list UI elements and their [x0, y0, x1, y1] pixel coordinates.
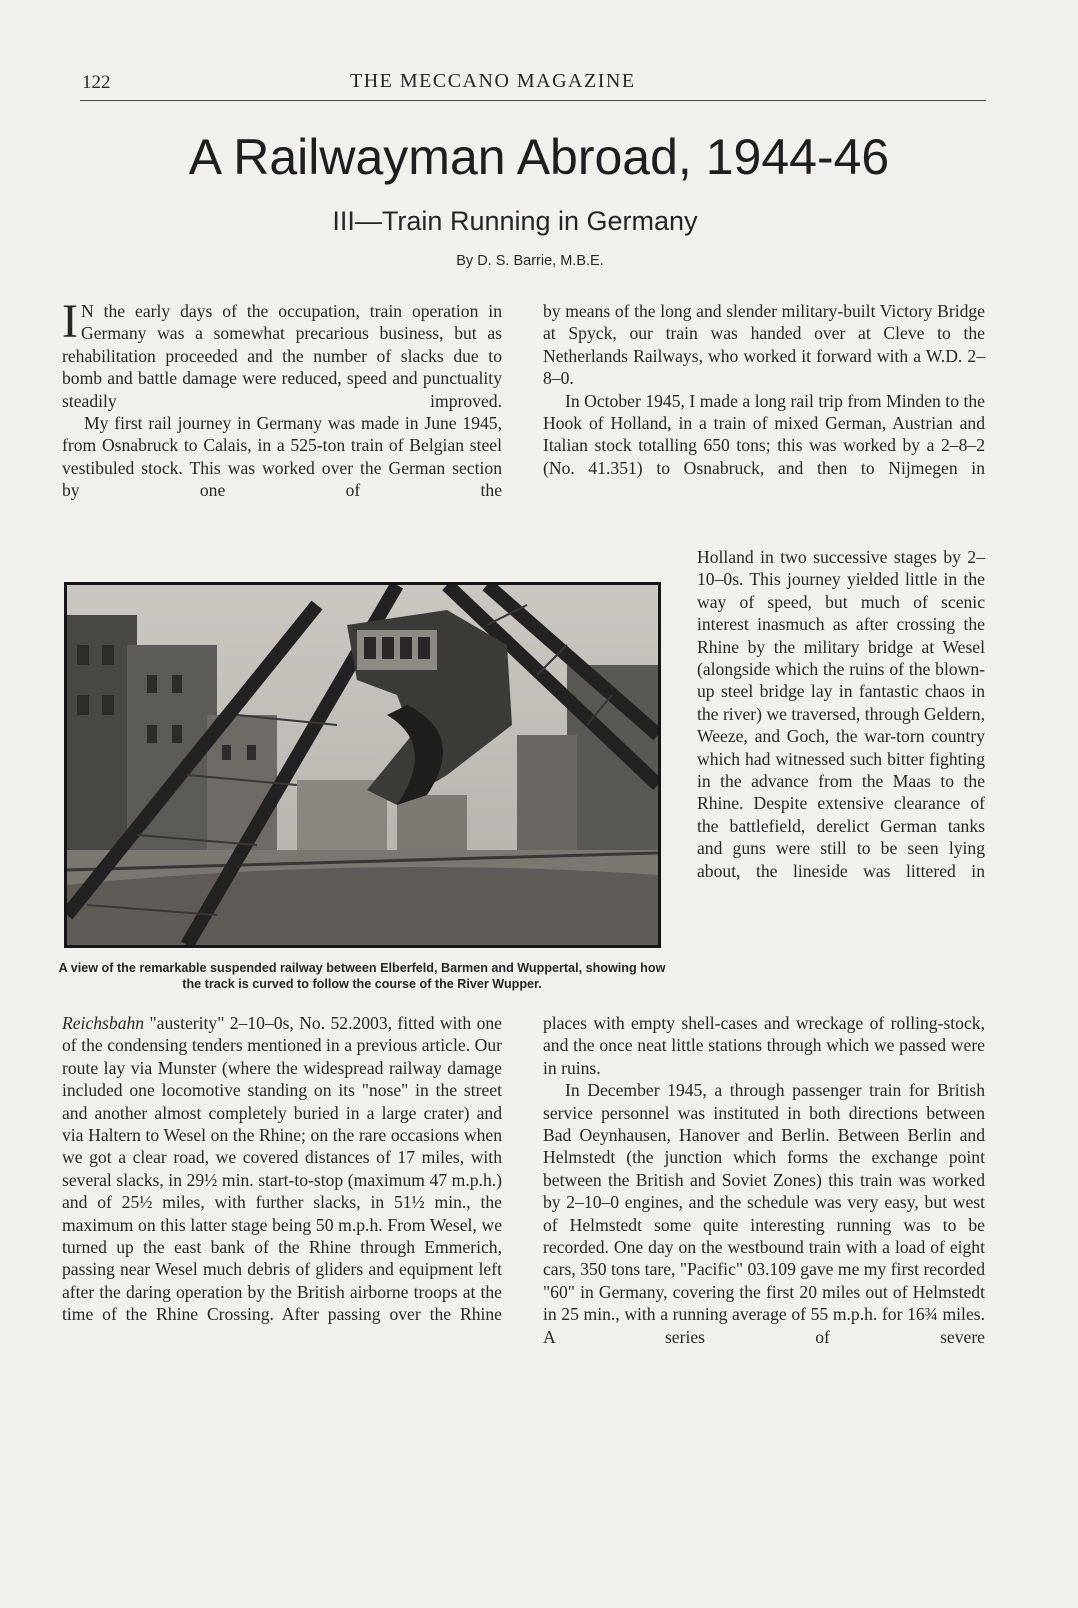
paragraph-shell-cases: places with empty shell-cases and wreckage of rolling-stock, and the once neat little stations through which we passed were in ruins.: [543, 1013, 985, 1078]
paragraph-victory-bridge: by means of the long and slender military-built Victory Bridge at Spyck, our train was handed over at Cleve to the Netherlands Railways, who worked it forward with a W.D. 2–8–0.: [543, 301, 985, 389]
column-2-narrow: [697, 546, 985, 882]
photo-suspended-railway: [64, 582, 661, 948]
page-number: 122: [82, 72, 111, 93]
italic-reichsbahn: Reichsbahn: [62, 1013, 145, 1033]
article-title: A Railwayman Abroad, 1944-46: [188, 129, 890, 185]
paragraph-october-trip: In October 1945, I made a long rail trip from Minden to the Hook of Holland, in a train of mixed German, Austrian and Italian stock totalling 650 tons; this was worked by a 2–8–2 (No. 41.351) to Osnabruck, and then to Nijmegen in: [543, 390, 985, 478]
paragraph-reichsbahn-text: "austerity" 2–10–0s, No. 52.2003, fitted with one of the condensing tenders mentioned in a previous article. Our route lay via Munster (where the widespread railway damage included one locomotive standing on its "nose" in the street and another almost completely buried in a large crater) and via Haltern to Wesel on the Rhine; on the rare occasions when we got a clear road, we covered distances of 17 miles, with several slacks, in 29½ min. start-to-stop (maximum 47 m.p.h.) and of 25½ miles, with further slacks, in 51½ min., the maximum on this latter stage being 50 m.p.h. From Wesel, we turned up the east bank of the Rhine through Emmerich, passing near Wesel much debris of gliders and equipment left after the daring operation by the British airborne troops at the time of the Rhine Crossing. After passing over the Rhine: [62, 1013, 502, 1325]
column-1-top: [62, 295, 502, 502]
paragraph-first-journey: My first rail journey in Germany was made in June 1945, from Osnabruck to Calais, in a 525-ton train of Belgian steel vestibuled stock. This was worked over the German section by one of the: [62, 413, 502, 501]
byline: By D. S. Barrie, M.B.E.: [456, 253, 604, 269]
paragraph-narrow: Holland in two successive stages by 2–10–0s. This journey yielded little in the way of speed, but much of scenic interest inasmuch as after crossing the Rhine by the military bridge at Wesel (alongside which the ruins of the blown-up steel bridge lay in fantastic chaos in the river) we traversed, through Geldern, Weeze, and Goch, the war-torn country which had witnessed such bitter fighting in the advance from the Maas to the Rhine. Despite extensive clearance of the battlefield, derelict German tanks and guns were still to be seen lying about, the lineside was littered in: [697, 547, 985, 881]
photo-caption: A view of the remarkable suspended railway between Elberfeld, Barmen and Wuppertal, showing how the track is curved to follow the course of the River Wupper.: [58, 961, 666, 991]
drop-cap: I: [62, 295, 78, 348]
article-subtitle: III—Train Running in Germany: [332, 206, 698, 236]
paragraph-opening: [62, 295, 502, 412]
header-rule: [80, 100, 986, 101]
photo-illustration: [67, 585, 658, 945]
paragraph-reichsbahn: [62, 1012, 502, 1326]
column-1-bottom: [62, 1012, 502, 1326]
magazine-title: THE MECCANO MAGAZINE: [350, 70, 636, 92]
column-2-bottom: [543, 1012, 985, 1348]
paragraph-december-train: In December 1945, a through passenger train for British service personnel was instituted in both directions between Bad Oeynhausen, Hanover and Berlin. Between Berlin and Helmstedt (the junction which forms the exchange point between the British and Soviet Zones) this train was worked by 2–10–0 engines, and the schedule was very easy, but west of Helmstedt some quite interesting running was to be recorded. One day on the westbound train with a load of eight cars, 350 tons tare, "Pacific" 03.109 gave me my first recorded "60" in Germany, covering the first 20 miles out of Helmstedt in 25 min., with a running average of 55 m.p.h. for 16¾ miles. A series of severe: [543, 1080, 985, 1347]
paragraph-opening-text: N the early days of the occupation, train operation in Germany was a somewhat precarious business, but as rehabilitation proceeded and the number of slacks due to bomb and battle damage were reduced, speed and punctuality steadily improved.: [62, 301, 502, 411]
column-2-top: [543, 300, 985, 479]
